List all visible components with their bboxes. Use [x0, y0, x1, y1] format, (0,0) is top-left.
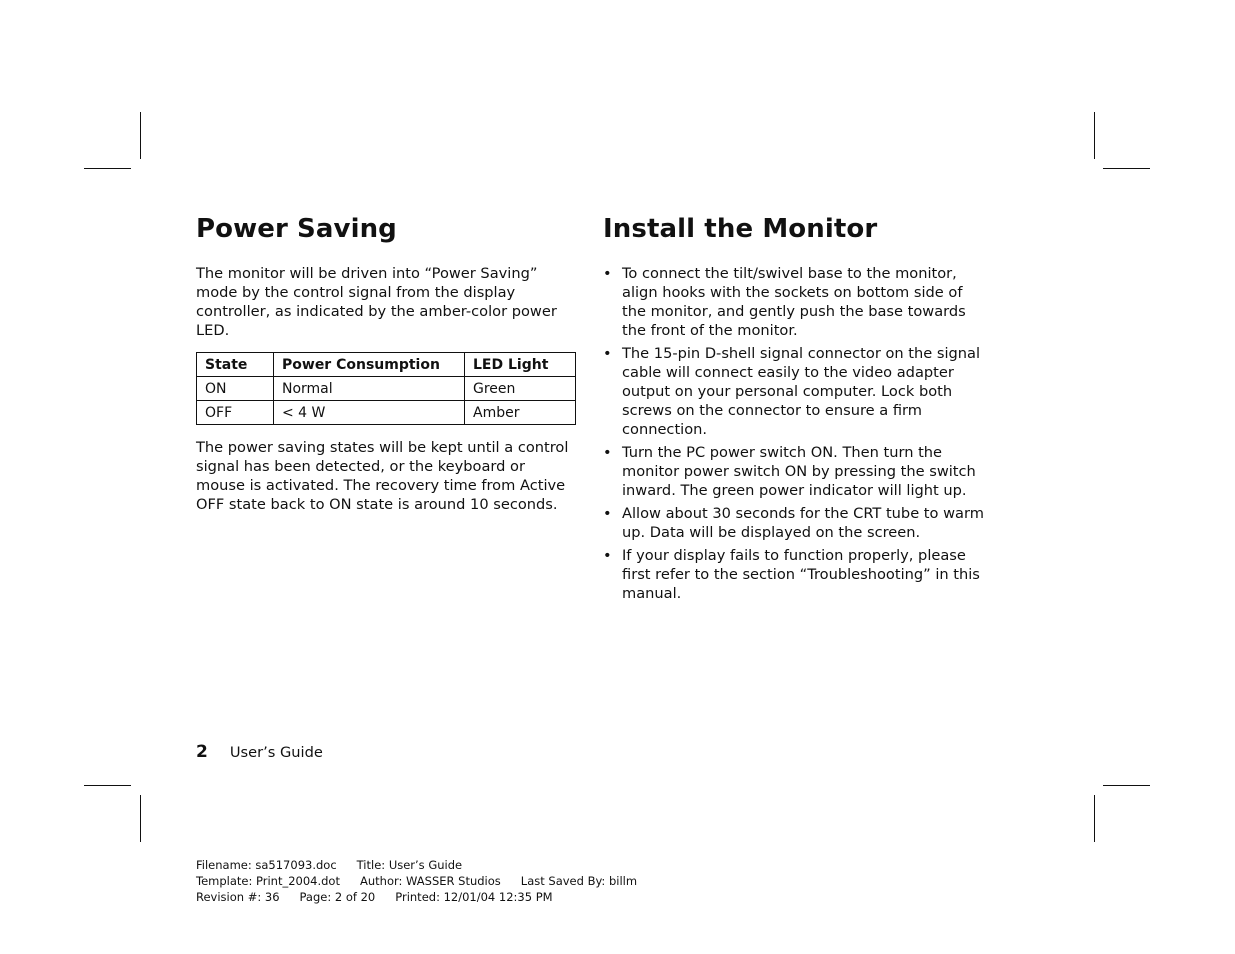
power-saving-outro: The power saving states will be kept until a control signal has been detected, or the keyboard or mouse is activated. The recovery time from Active OFF state back to ON state is around 10 seconds. — [196, 439, 569, 513]
install-monitor-heading: Install the Monitor — [603, 214, 878, 244]
crop-mark-bottom-left-horizontal — [84, 785, 131, 786]
meta-author: Author: WASSER Studios — [359, 874, 501, 888]
crop-mark-top-left-vertical — [140, 112, 141, 159]
meta-filename: Filename: sa517093.doc — [196, 858, 337, 872]
list-item-text: The 15-pin D-shell signal connector on the signal cable will connect easily to the video adapter output on your personal computer. Lock both screws on the connector to ensure a firm connection. — [622, 345, 981, 438]
table-header-row — [197, 353, 576, 377]
meta-printed: Printed: 12/01/04 12:35 PM — [395, 890, 553, 904]
bullet-icon: • — [603, 265, 612, 282]
list-item — [603, 504, 988, 542]
guide-title: User’s Guide — [229, 744, 323, 761]
meta-last-saved: Last Saved By: billm — [520, 874, 638, 888]
crop-mark-bottom-right-vertical — [1094, 795, 1095, 842]
list-item-text: To connect the tilt/swivel base to the monitor, align hooks with the sockets on bottom side of the monitor, and gently push the base towards the front of the monitor. — [622, 265, 966, 339]
crop-mark-top-right-vertical — [1094, 112, 1095, 159]
list-item — [603, 546, 988, 603]
table-cell: < 4 W — [274, 401, 465, 425]
table-cell: Green — [465, 377, 576, 401]
table-cell: ON — [197, 377, 274, 401]
meta-revision: Revision #: 36 — [196, 890, 280, 904]
crop-mark-top-right-horizontal — [1103, 168, 1150, 169]
bullet-icon: • — [603, 505, 612, 522]
power-saving-intro: The monitor will be driven into “Power Saving” mode by the control signal from the display controller, as indicated by the amber-color power LED. — [196, 265, 557, 339]
meta-page: Page: 2 of 20 — [299, 890, 376, 904]
list-item-text: Allow about 30 seconds for the CRT tube to warm up. Data will be displayed on the screen. — [622, 505, 984, 541]
table-header-power-consumption: Power Consumption — [274, 353, 465, 377]
list-item — [603, 344, 988, 439]
metadata-row — [196, 889, 637, 905]
power-state-table — [196, 352, 576, 425]
document-metadata — [196, 857, 637, 905]
crop-mark-top-left-horizontal — [84, 168, 131, 169]
page-footer — [196, 742, 323, 763]
page-number: 2 — [196, 742, 208, 762]
list-item — [603, 443, 988, 500]
table-header-state: State — [197, 353, 274, 377]
bullet-icon: • — [603, 444, 612, 461]
power-saving-heading: Power Saving — [196, 214, 397, 244]
crop-mark-bottom-left-vertical — [140, 795, 141, 842]
crop-mark-bottom-right-horizontal — [1103, 785, 1150, 786]
table-cell: OFF — [197, 401, 274, 425]
list-item — [603, 264, 988, 340]
meta-template: Template: Print_2004.dot — [196, 874, 340, 888]
install-steps-list — [603, 264, 988, 603]
table-row — [197, 377, 576, 401]
bullet-icon: • — [603, 345, 612, 362]
table-row — [197, 401, 576, 425]
list-item-text: Turn the PC power switch ON. Then turn the monitor power switch ON by pressing the switch inward. The green power indicator will light up. — [622, 444, 976, 499]
metadata-row — [196, 873, 637, 889]
bullet-icon: • — [603, 547, 612, 564]
meta-title: Title: User’s Guide — [356, 858, 463, 872]
table-cell: Amber — [465, 401, 576, 425]
list-item-text: If your display fails to function properly, please first refer to the section “Troubleshooting” in this manual. — [622, 547, 980, 602]
install-monitor-section — [603, 212, 988, 607]
table-cell: Normal — [274, 377, 465, 401]
power-saving-section — [196, 212, 578, 514]
metadata-row — [196, 857, 637, 873]
table-header-led-light: LED Light — [465, 353, 576, 377]
